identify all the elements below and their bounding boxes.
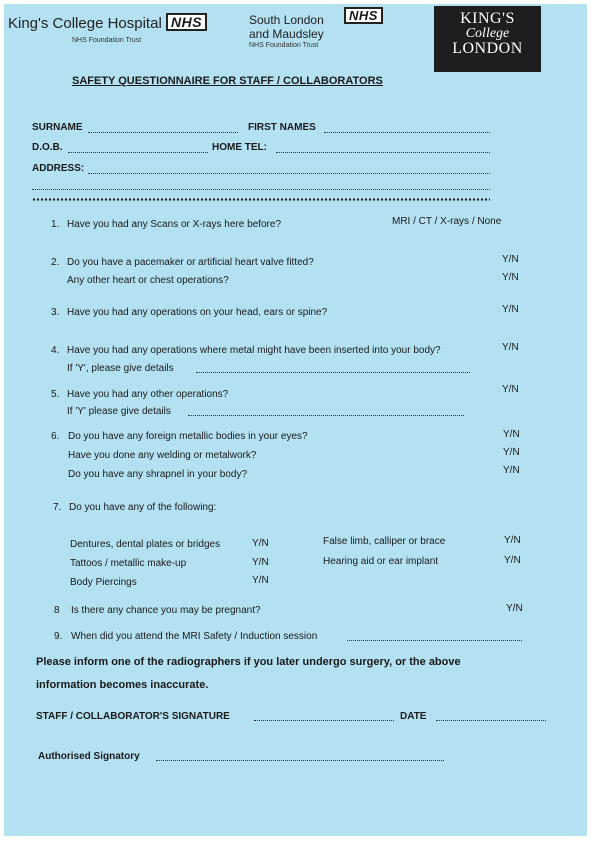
home-tel-field[interactable]: [276, 152, 490, 153]
question-3-yn[interactable]: Y/N: [502, 304, 519, 315]
question-4: Have you had any operations where metal might have been inserted into your body?: [67, 345, 441, 356]
surname-label: SURNAME: [32, 122, 83, 133]
question-5-yn[interactable]: Y/N: [502, 384, 519, 395]
kch-trust-text: NHS Foundation Trust: [72, 37, 142, 44]
question-2-yn[interactable]: Y/N: [502, 254, 519, 265]
question-6-yn[interactable]: Y/N: [503, 429, 520, 440]
authorised-signatory-label: Authorised Signatory: [38, 751, 140, 762]
question-7-number: 7.: [53, 502, 62, 513]
question-7: Do you have any of the following:: [69, 502, 217, 513]
question-6: Do you have any foreign metallic bodies in your eyes?: [68, 431, 308, 442]
question-3: Have you had any operations on your head, ears or spine?: [67, 307, 328, 318]
question-4-yn[interactable]: Y/N: [502, 342, 519, 353]
question-1-options[interactable]: MRI / CT / X-rays / None: [392, 216, 502, 227]
slam-logo-line2: and Maudsley: [249, 27, 324, 41]
signature-label: STAFF / COLLABORATOR'S SIGNATURE: [36, 711, 230, 722]
question-3-number: 3.: [51, 307, 60, 318]
question-1-number: 1.: [51, 219, 60, 230]
question-2b-yn[interactable]: Y/N: [502, 272, 519, 283]
item-tattoos: Tattoos / metallic make-up: [70, 558, 187, 569]
nhs-logo-slam: NHS: [344, 7, 383, 24]
notice-line1: Please inform one of the radiographers if you later undergo surgery, or the above: [36, 656, 461, 668]
authorised-signatory-field[interactable]: [156, 760, 444, 761]
address-field-line2[interactable]: [32, 189, 490, 190]
question-9: When did you attend the MRI Safety / Induction session: [71, 631, 318, 642]
question-4-details-label: If 'Y', please give details: [67, 363, 174, 374]
dob-label: D.O.B.: [32, 142, 63, 153]
kch-logo-text: King's College Hospital: [8, 15, 162, 32]
form-title: SAFETY QUESTIONNAIRE FOR STAFF / COLLABORATORS: [72, 75, 383, 87]
question-6c: Do you have any shrapnel in your body?: [68, 469, 248, 480]
question-9-number: 9.: [54, 631, 63, 642]
kcl-logo-line1: KING'S: [460, 10, 515, 27]
kcl-logo-line3: LONDON: [452, 40, 523, 57]
question-2-number: 2.: [51, 257, 60, 268]
question-5-details-label: If 'Y' please give details: [67, 406, 171, 417]
date-label: DATE: [400, 711, 427, 722]
question-6b: Have you done any welding or metalwork?: [68, 450, 257, 461]
question-5-number: 5.: [51, 389, 60, 400]
date-field[interactable]: [436, 720, 546, 721]
first-names-field[interactable]: [324, 132, 490, 133]
nhs-logo: NHS: [166, 13, 207, 31]
address-label: ADDRESS:: [32, 163, 85, 174]
item-false-limb: False limb, calliper or brace: [323, 536, 446, 547]
dob-field[interactable]: [68, 152, 208, 153]
question-5-details-field[interactable]: [188, 415, 464, 416]
question-2: Do you have a pacemaker or artificial heart valve fitted?: [67, 257, 314, 268]
item-hearing-aid: Hearing aid or ear implant: [323, 556, 439, 567]
question-2b: Any other heart or chest operations?: [67, 275, 229, 286]
question-9-field[interactable]: [347, 640, 522, 641]
item-body-piercings-yn[interactable]: Y/N: [252, 575, 269, 586]
item-body-piercings: Body Piercings: [70, 577, 137, 588]
item-tattoos-yn[interactable]: Y/N: [252, 557, 269, 568]
kcl-logo-line2: College: [465, 26, 510, 41]
question-6-number: 6.: [51, 431, 60, 442]
home-tel-label: HOME TEL:: [212, 142, 267, 153]
question-8-yn[interactable]: Y/N: [506, 603, 523, 614]
question-8: Is there any chance you may be pregnant?: [71, 605, 261, 616]
notice-line2: information becomes inaccurate.: [36, 679, 209, 691]
question-6b-yn[interactable]: Y/N: [503, 447, 520, 458]
slam-trust-text: NHS Foundation Trust: [249, 42, 319, 49]
question-8-number: 8: [54, 605, 60, 616]
item-false-limb-yn[interactable]: Y/N: [504, 535, 521, 546]
asterisk-divider: [32, 198, 490, 201]
question-1: Have you had any Scans or X-rays here before?: [67, 219, 282, 230]
kcl-logo: [434, 6, 541, 72]
first-names-label: FIRST NAMES: [248, 122, 316, 133]
address-field-line1[interactable]: [88, 173, 490, 174]
item-dentures-yn[interactable]: Y/N: [252, 538, 269, 549]
question-4-details-field[interactable]: [196, 372, 470, 373]
question-4-number: 4.: [51, 345, 60, 356]
question-6c-yn[interactable]: Y/N: [503, 465, 520, 476]
question-5: Have you had any other operations?: [67, 389, 229, 400]
slam-logo-line1: South London: [249, 13, 324, 27]
surname-field[interactable]: [88, 132, 238, 133]
signature-field[interactable]: [254, 720, 394, 721]
item-hearing-aid-yn[interactable]: Y/N: [504, 555, 521, 566]
item-dentures: Dentures, dental plates or bridges: [70, 539, 221, 550]
